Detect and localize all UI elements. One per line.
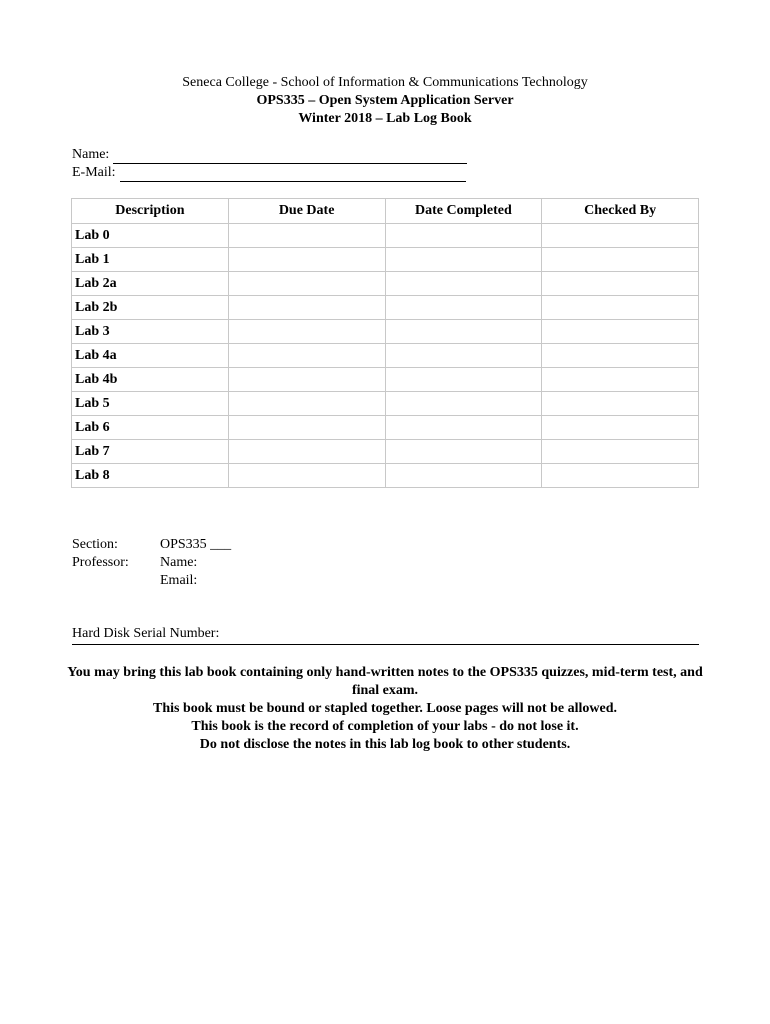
due-date-cell <box>228 392 385 416</box>
hard-disk-serial-field <box>72 625 699 645</box>
due-date-cell <box>228 272 385 296</box>
checked-by-cell <box>542 272 699 296</box>
hard-disk-serial-label: Hard Disk Serial Number: <box>72 626 220 641</box>
column-header-due-date: Due Date <box>228 199 385 224</box>
due-date-cell <box>228 320 385 344</box>
professor-email-label: Email: <box>160 573 198 588</box>
email-blank-line <box>120 167 466 182</box>
professor-name-label: Name: <box>160 555 198 570</box>
checked-by-cell <box>542 440 699 464</box>
checked-by-cell <box>542 344 699 368</box>
due-date-cell <box>228 416 385 440</box>
lab-name-cell: Lab 4a <box>72 344 229 368</box>
lab-name-cell: Lab 7 <box>72 440 229 464</box>
due-date-cell <box>228 368 385 392</box>
checked-by-cell <box>542 368 699 392</box>
section-label: Section: <box>72 537 118 552</box>
document-header <box>0 74 770 128</box>
name-label: Name: <box>72 147 110 162</box>
table-row <box>72 368 699 392</box>
due-date-cell <box>228 248 385 272</box>
date-completed-cell <box>385 296 542 320</box>
lab-name-cell: Lab 2a <box>72 272 229 296</box>
email-label: E-Mail: <box>72 165 116 180</box>
lab-name-cell: Lab 1 <box>72 248 229 272</box>
table-row <box>72 344 699 368</box>
term-title: Winter 2018 – Lab Log Book <box>298 111 472 126</box>
table-row <box>72 224 699 248</box>
checked-by-cell <box>542 296 699 320</box>
checked-by-cell <box>542 416 699 440</box>
section-professor-info <box>72 536 231 590</box>
checked-by-cell <box>542 248 699 272</box>
table-row <box>72 320 699 344</box>
table-row <box>72 392 699 416</box>
professor-spacer <box>72 572 160 590</box>
name-field <box>72 146 467 164</box>
lab-name-cell: Lab 0 <box>72 224 229 248</box>
column-header-description: Description <box>72 199 229 224</box>
date-completed-cell <box>385 248 542 272</box>
section-value: OPS335 ___ <box>160 537 232 552</box>
date-completed-cell <box>385 368 542 392</box>
date-completed-cell <box>385 272 542 296</box>
due-date-cell <box>228 344 385 368</box>
lab-name-cell: Lab 4b <box>72 368 229 392</box>
notice-paragraph-record: This book is the record of completion of your labs - do not lose it. <box>191 719 579 734</box>
date-completed-cell <box>385 344 542 368</box>
due-date-cell <box>228 224 385 248</box>
column-header-date-completed: Date Completed <box>385 199 542 224</box>
table-row <box>72 416 699 440</box>
name-blank-line <box>113 149 467 164</box>
date-completed-cell <box>385 464 542 488</box>
institution-title: Seneca College - School of Information & Communications Technology <box>182 75 588 90</box>
table-row <box>72 296 699 320</box>
due-date-cell <box>228 464 385 488</box>
table-row <box>72 248 699 272</box>
lab-name-cell: Lab 6 <box>72 416 229 440</box>
lab-name-cell: Lab 3 <box>72 320 229 344</box>
due-date-cell <box>228 440 385 464</box>
checked-by-cell <box>542 464 699 488</box>
date-completed-cell <box>385 224 542 248</box>
date-completed-cell <box>385 416 542 440</box>
table-header-row <box>72 199 699 224</box>
date-completed-cell <box>385 320 542 344</box>
checked-by-cell <box>542 392 699 416</box>
checked-by-cell <box>542 320 699 344</box>
date-completed-cell <box>385 392 542 416</box>
notice-paragraph-allowed-notes: You may bring this lab book containing only hand-written notes to the OPS335 quizzes, mid-term test, and final exam. <box>67 665 703 698</box>
column-header-checked-by: Checked By <box>542 199 699 224</box>
notice-paragraph-binding: This book must be bound or stapled together. Loose pages will not be allowed. <box>152 701 618 716</box>
table-row <box>72 464 699 488</box>
lab-log-table <box>71 198 699 488</box>
notice-text <box>66 664 704 754</box>
notice-paragraph-disclosure: Do not disclose the notes in this lab log book to other students. <box>199 737 571 752</box>
table-row <box>72 440 699 464</box>
checked-by-cell <box>542 224 699 248</box>
lab-name-cell: Lab 5 <box>72 392 229 416</box>
lab-name-cell: Lab 8 <box>72 464 229 488</box>
professor-label: Professor: <box>72 555 129 570</box>
table-row <box>72 272 699 296</box>
course-title: OPS335 – Open System Application Server <box>256 93 514 108</box>
email-field <box>72 164 466 182</box>
due-date-cell <box>228 296 385 320</box>
lab-name-cell: Lab 2b <box>72 296 229 320</box>
date-completed-cell <box>385 440 542 464</box>
